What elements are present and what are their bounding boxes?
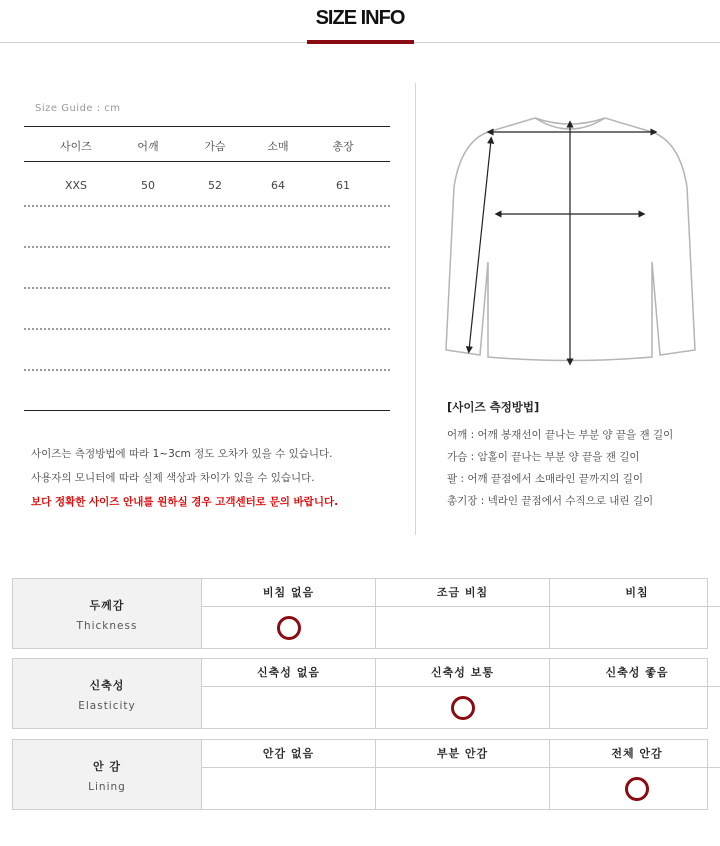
attr-name-ko: 안 감: [92, 760, 122, 773]
attr-option: [202, 740, 376, 809]
option-label: 안감 없음: [202, 740, 375, 768]
option-label: 조금 비침: [376, 579, 549, 607]
option-label: 부분 안감: [376, 740, 549, 768]
attr-thickness: [12, 578, 708, 649]
note-measurement: 사이즈는 측정방법에 따라 1~3cm 정도 오차가 있을 수 있습니다.: [31, 448, 333, 460]
attr-option: [550, 579, 720, 648]
selected-circle-icon: [451, 696, 475, 720]
col-length: 총장: [332, 140, 354, 153]
section-divider: [415, 83, 416, 535]
col-sleeve: 소매: [267, 140, 289, 153]
col-chest: 가슴: [204, 140, 226, 153]
attr-label: [13, 579, 202, 648]
attr-option: [376, 579, 550, 648]
measure-list: [447, 428, 673, 516]
row-divider: [24, 369, 390, 371]
size-guide-label: Size Guide : cm: [35, 103, 121, 114]
option-label: 비침: [550, 579, 720, 607]
option-label: 신축성 없음: [202, 659, 375, 687]
size-notes: [31, 447, 338, 519]
attr-label: [13, 740, 202, 809]
attr-option: [550, 740, 720, 809]
size-table-header: [24, 126, 390, 162]
cell-length: 61: [336, 179, 350, 192]
cell-shoulder: 50: [141, 179, 155, 192]
page-title: SIZE INFO: [315, 7, 405, 29]
option-label: 전체 안감: [550, 740, 720, 768]
option-label: 신축성 보통: [376, 659, 549, 687]
option-label: 비침 없음: [202, 579, 375, 607]
table-row: [24, 166, 390, 207]
row-divider: [24, 328, 390, 330]
row-divider: [24, 287, 390, 289]
cell-size: XXS: [64, 179, 88, 192]
attr-option: [202, 659, 376, 728]
attr-option: [376, 659, 550, 728]
measure-title: [사이즈 측정방법]: [447, 400, 540, 414]
header-accent-bar: [307, 40, 414, 44]
attr-name-en: Thickness: [76, 620, 138, 632]
garment-measure-diagram: [440, 112, 700, 372]
row-divider: [24, 246, 390, 248]
attr-option: [376, 740, 550, 809]
size-table: [24, 126, 390, 192]
measure-sleeve: 팔 : 어깨 끝점에서 소매라인 끝까지의 길이: [447, 473, 643, 485]
attr-name-ko: 두께감: [89, 599, 125, 612]
row-divider: [24, 205, 390, 207]
attr-lining: [12, 739, 708, 810]
attr-name-en: Elasticity: [78, 700, 136, 712]
selected-circle-icon: [277, 616, 301, 640]
cell-sleeve: 64: [271, 179, 285, 192]
measure-length: 총기장 : 넥라인 끝점에서 수직으로 내린 길이: [447, 495, 654, 507]
attr-option: [202, 579, 376, 648]
measure-chest: 가슴 : 암홀이 끝나는 부분 양 끝을 잰 길이: [447, 451, 640, 463]
attr-label: [13, 659, 202, 728]
note-monitor: 사용자의 모니터에 따라 실제 색상과 차이가 있을 수 있습니다.: [31, 472, 315, 484]
col-size: 사이즈: [60, 140, 92, 153]
col-shoulder: 어깨: [137, 140, 159, 153]
attr-option: [550, 659, 720, 728]
notice-contact: 보다 정확한 사이즈 안내를 원하실 경우 고객센터로 문의 바랍니다.: [31, 496, 339, 508]
selected-circle-icon: [625, 777, 649, 801]
attr-name-en: Lining: [88, 781, 126, 793]
attr-elasticity: [12, 658, 708, 729]
cell-chest: 52: [208, 179, 222, 192]
option-label: 신축성 좋음: [550, 659, 720, 687]
table-bottom-border: [24, 410, 390, 411]
attr-name-ko: 신축성: [89, 679, 125, 692]
measure-shoulder: 어깨 : 어깨 봉재선이 끝나는 부분 양 끝을 잰 길이: [447, 429, 674, 441]
